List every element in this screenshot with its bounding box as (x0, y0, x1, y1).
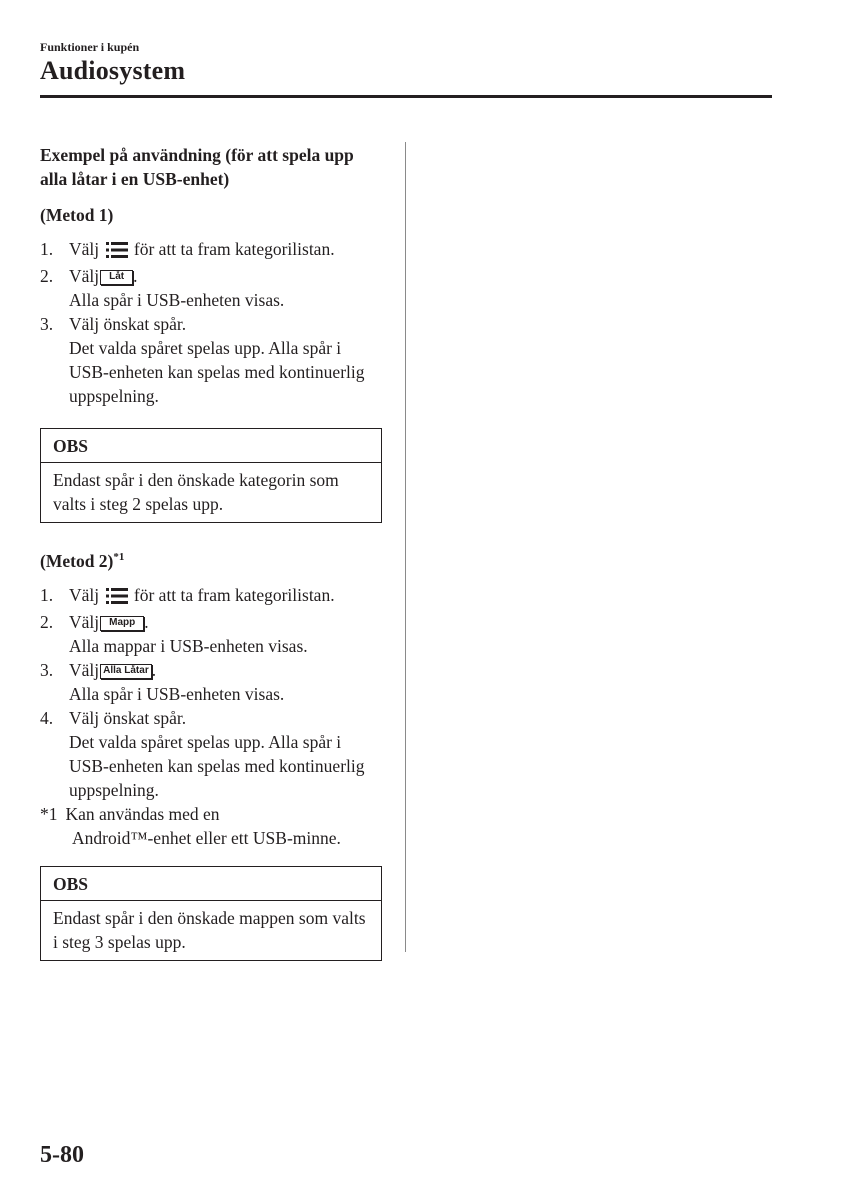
obs-heading: OBS (41, 867, 381, 901)
section-label: Funktioner i kupén (40, 40, 140, 54)
step-number: 3. (40, 314, 54, 334)
step-text: Välj önskat spår. (69, 708, 187, 728)
footnote-mark: *1 (40, 804, 58, 824)
column-divider (405, 142, 406, 952)
step-result: Alla spår i USB-enheten visas. (69, 290, 285, 310)
method-2-steps (40, 583, 382, 802)
method-1-title: (Metod 1) (40, 205, 114, 225)
obs-note-box (40, 428, 382, 523)
step-text: Välj önskat spår. (69, 314, 187, 334)
list-item (40, 610, 382, 658)
footnote-mark: *1 (113, 551, 125, 564)
method-2-title (40, 549, 382, 573)
step-text: Välj (69, 585, 100, 605)
step-result: Det valda spåret spelas upp. Alla spår i USB-enheten kan spelas med kontinuerlig uppspelning. (69, 732, 365, 800)
list-item (40, 706, 382, 802)
obs-note-box (40, 866, 382, 961)
example-heading: Exempel på användning (för att spela upp alla låtar i en USB-enhet) (40, 145, 354, 189)
page-title: Audiosystem (40, 56, 186, 85)
list-item (40, 237, 382, 264)
step-result: Det valda spåret spelas upp. Alla spår i USB-enheten kan spelas med kontinuerlig uppspelning. (69, 338, 365, 406)
page-number: 5-80 (40, 1142, 84, 1168)
step-number: 3. (40, 660, 54, 680)
footnote-text: Android™-enhet eller ett USB-minne. (72, 828, 341, 848)
list-item (40, 583, 382, 610)
step-text: för att ta fram kategorilistan. (133, 239, 335, 259)
step-result: Alla mappar i USB-enheten visas. (69, 636, 308, 656)
list-item (40, 312, 382, 408)
step-text: för att ta fram kategorilistan. (133, 585, 335, 605)
step-number: 1. (40, 585, 54, 605)
step-number: 2. (40, 612, 54, 632)
alla-latar-button: Alla Låtar (100, 664, 152, 679)
list-menu-icon (106, 240, 128, 264)
step-text: Välj (69, 612, 100, 632)
footnote-text: Kan användas med en (65, 804, 220, 824)
step-number: 4. (40, 708, 54, 728)
mapp-button: Mapp (100, 616, 144, 631)
step-text: . (144, 612, 149, 632)
obs-text: Endast spår i den önskade mappen som valts i steg 3 spelas upp. (53, 908, 366, 952)
step-text: . (151, 660, 157, 680)
lat-button: Låt (100, 270, 133, 285)
obs-heading: OBS (41, 429, 381, 463)
step-text: . (133, 266, 138, 286)
step-number: 2. (40, 266, 54, 286)
method-2-label: (Metod 2) (40, 551, 114, 571)
list-item (40, 658, 382, 706)
list-item (40, 264, 382, 312)
list-menu-icon (106, 586, 128, 610)
footnote (40, 802, 382, 850)
title-rule (40, 95, 772, 98)
obs-text: Endast spår i den önskade kategorin som valts i steg 2 spelas upp. (53, 470, 339, 514)
step-text: Välj (69, 266, 100, 286)
method-1-steps (40, 237, 382, 408)
step-result: Alla spår i USB-enheten visas. (69, 684, 285, 704)
left-column (40, 143, 382, 961)
step-text: Välj (69, 239, 100, 259)
step-number: 1. (40, 239, 54, 259)
step-text: Välj (69, 660, 100, 680)
